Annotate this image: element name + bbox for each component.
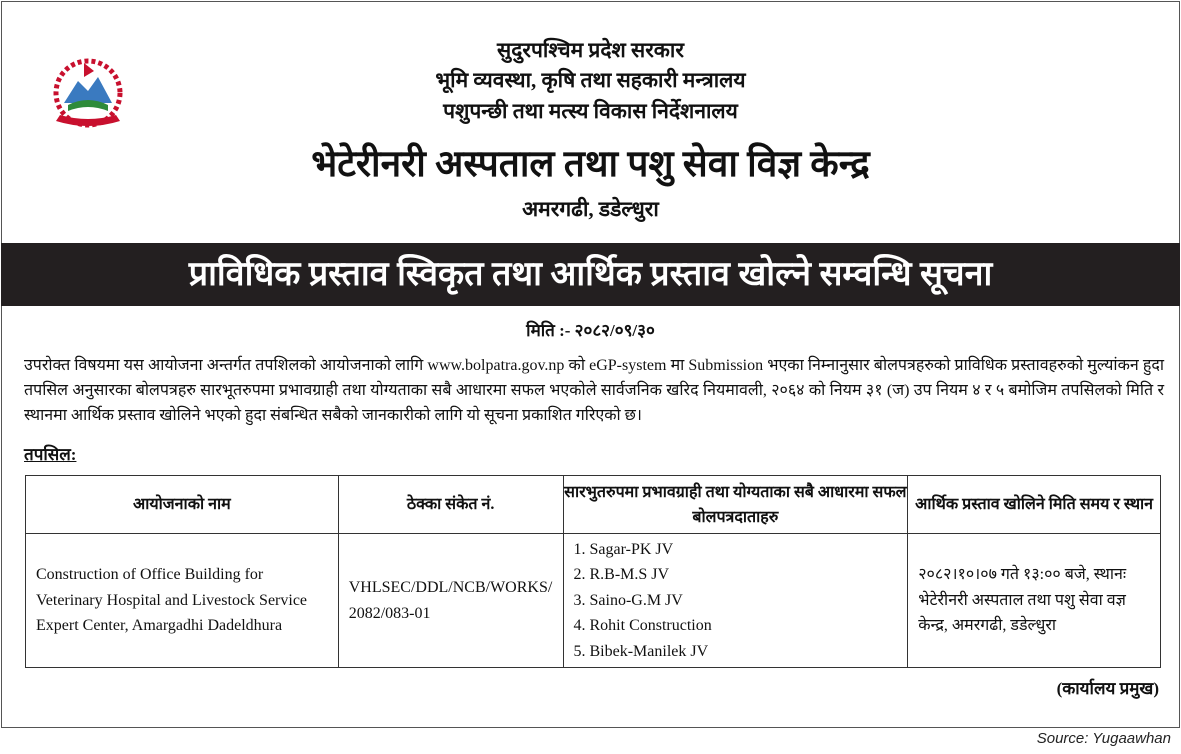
col-contract-no: ठेक्का संकेत नं. [338, 476, 563, 534]
contract-no: VHLSEC/DDL/NCB/WORKS/2082/083-01 [338, 534, 563, 668]
province-name: सुदुरपश्चिम प्रदेश सरकार [497, 38, 684, 62]
office-location: अमरगढी, डडेल्धुरा [522, 197, 659, 221]
bidder-item: 4. Rohit Construction [573, 617, 712, 635]
details-table [25, 475, 1161, 668]
col-opening: आर्थिक प्रस्ताव खोलिने मिति समय र स्थान [908, 476, 1161, 534]
bidder-item: 2. R.B-M.S JV [573, 566, 670, 584]
col-project-name: आयोजनाको नाम [26, 476, 339, 534]
bidder-item: 5. Bibek-Manilek JV [573, 642, 709, 660]
opening-details: २०८२।१०।०७ गते १३:०० बजे, स्थानः भेटेरीनरी अस्पताल तथा पशु सेवा वज्ञ केन्द्र, अमरगढी, डडेल्धुरा [908, 534, 1161, 668]
notice-title: प्राविधिक प्रस्ताव स्विकृत तथा आर्थिक प्रस्ताव खोल्ने सम्वन्धि सूचना [1, 243, 1180, 306]
signature: (कार्यालय प्रमुख) [1056, 679, 1159, 698]
table-header-row [26, 476, 1161, 534]
project-name: Construction of Office Building for Veterinary Hospital and Livestock Service Expert Center, Amargadhi Dadeldhura [26, 534, 339, 668]
details-label: तपसिल: [24, 445, 77, 464]
source-credit: Source: Yugaawhan [1036, 730, 1171, 747]
bidder-item: 1. Sagar-PK JV [573, 540, 674, 558]
col-bidders: सारभुतरुपमा प्रभावग्राही तथा योग्यताका सबै आधारमा सफल बोलपत्रदाताहरु [563, 476, 908, 534]
directorate-name: पशुपन्छी तथा मत्स्य विकास निर्देशनालय [443, 99, 738, 123]
notice-body: उपरोक्त विषयमा यस आयोजना अन्तर्गत तपशिलको आयोजनाको लागि www.bolpatra.gov.np को eGP-system मा Submission भएका निम्नानुसार बोलपत्रहरुको प्राविधिक प्रस्तावहरुको मुल्यांकन हुदा तपसिल अनुसारका बोलपत्रहरु सारभूतरुपमा प्रभावग्राही तथा योग्यताका सबै आधारमा सफल भएकोले सार्वजनिक खरिद नियमावली, २०६४ को नियम ३१ (ज) उप नियम ४ र ५ बमोजिम तपसिलको मिति र स्थानमा आर्थिक प्रस्ताव खोलिने भएको हुदा संबन्धित सबैको जानकारीको लागि यो सूचना प्रकाशित गरिएको छ। [24, 357, 1164, 424]
table-row [26, 534, 1161, 668]
ministry-name: भूमि व्यवस्था, कृषि तथा सहकारी मन्त्रालय [435, 68, 746, 92]
office-name: भेटेरीनरी अस्पताल तथा पशु सेवा विज्ञ केन्द्र [311, 144, 870, 185]
notice-date: मिति :- २०८२/०९/३० [526, 321, 655, 340]
bidder-item: 3. Saino-G.M JV [573, 591, 683, 609]
bidder-list [563, 534, 908, 668]
